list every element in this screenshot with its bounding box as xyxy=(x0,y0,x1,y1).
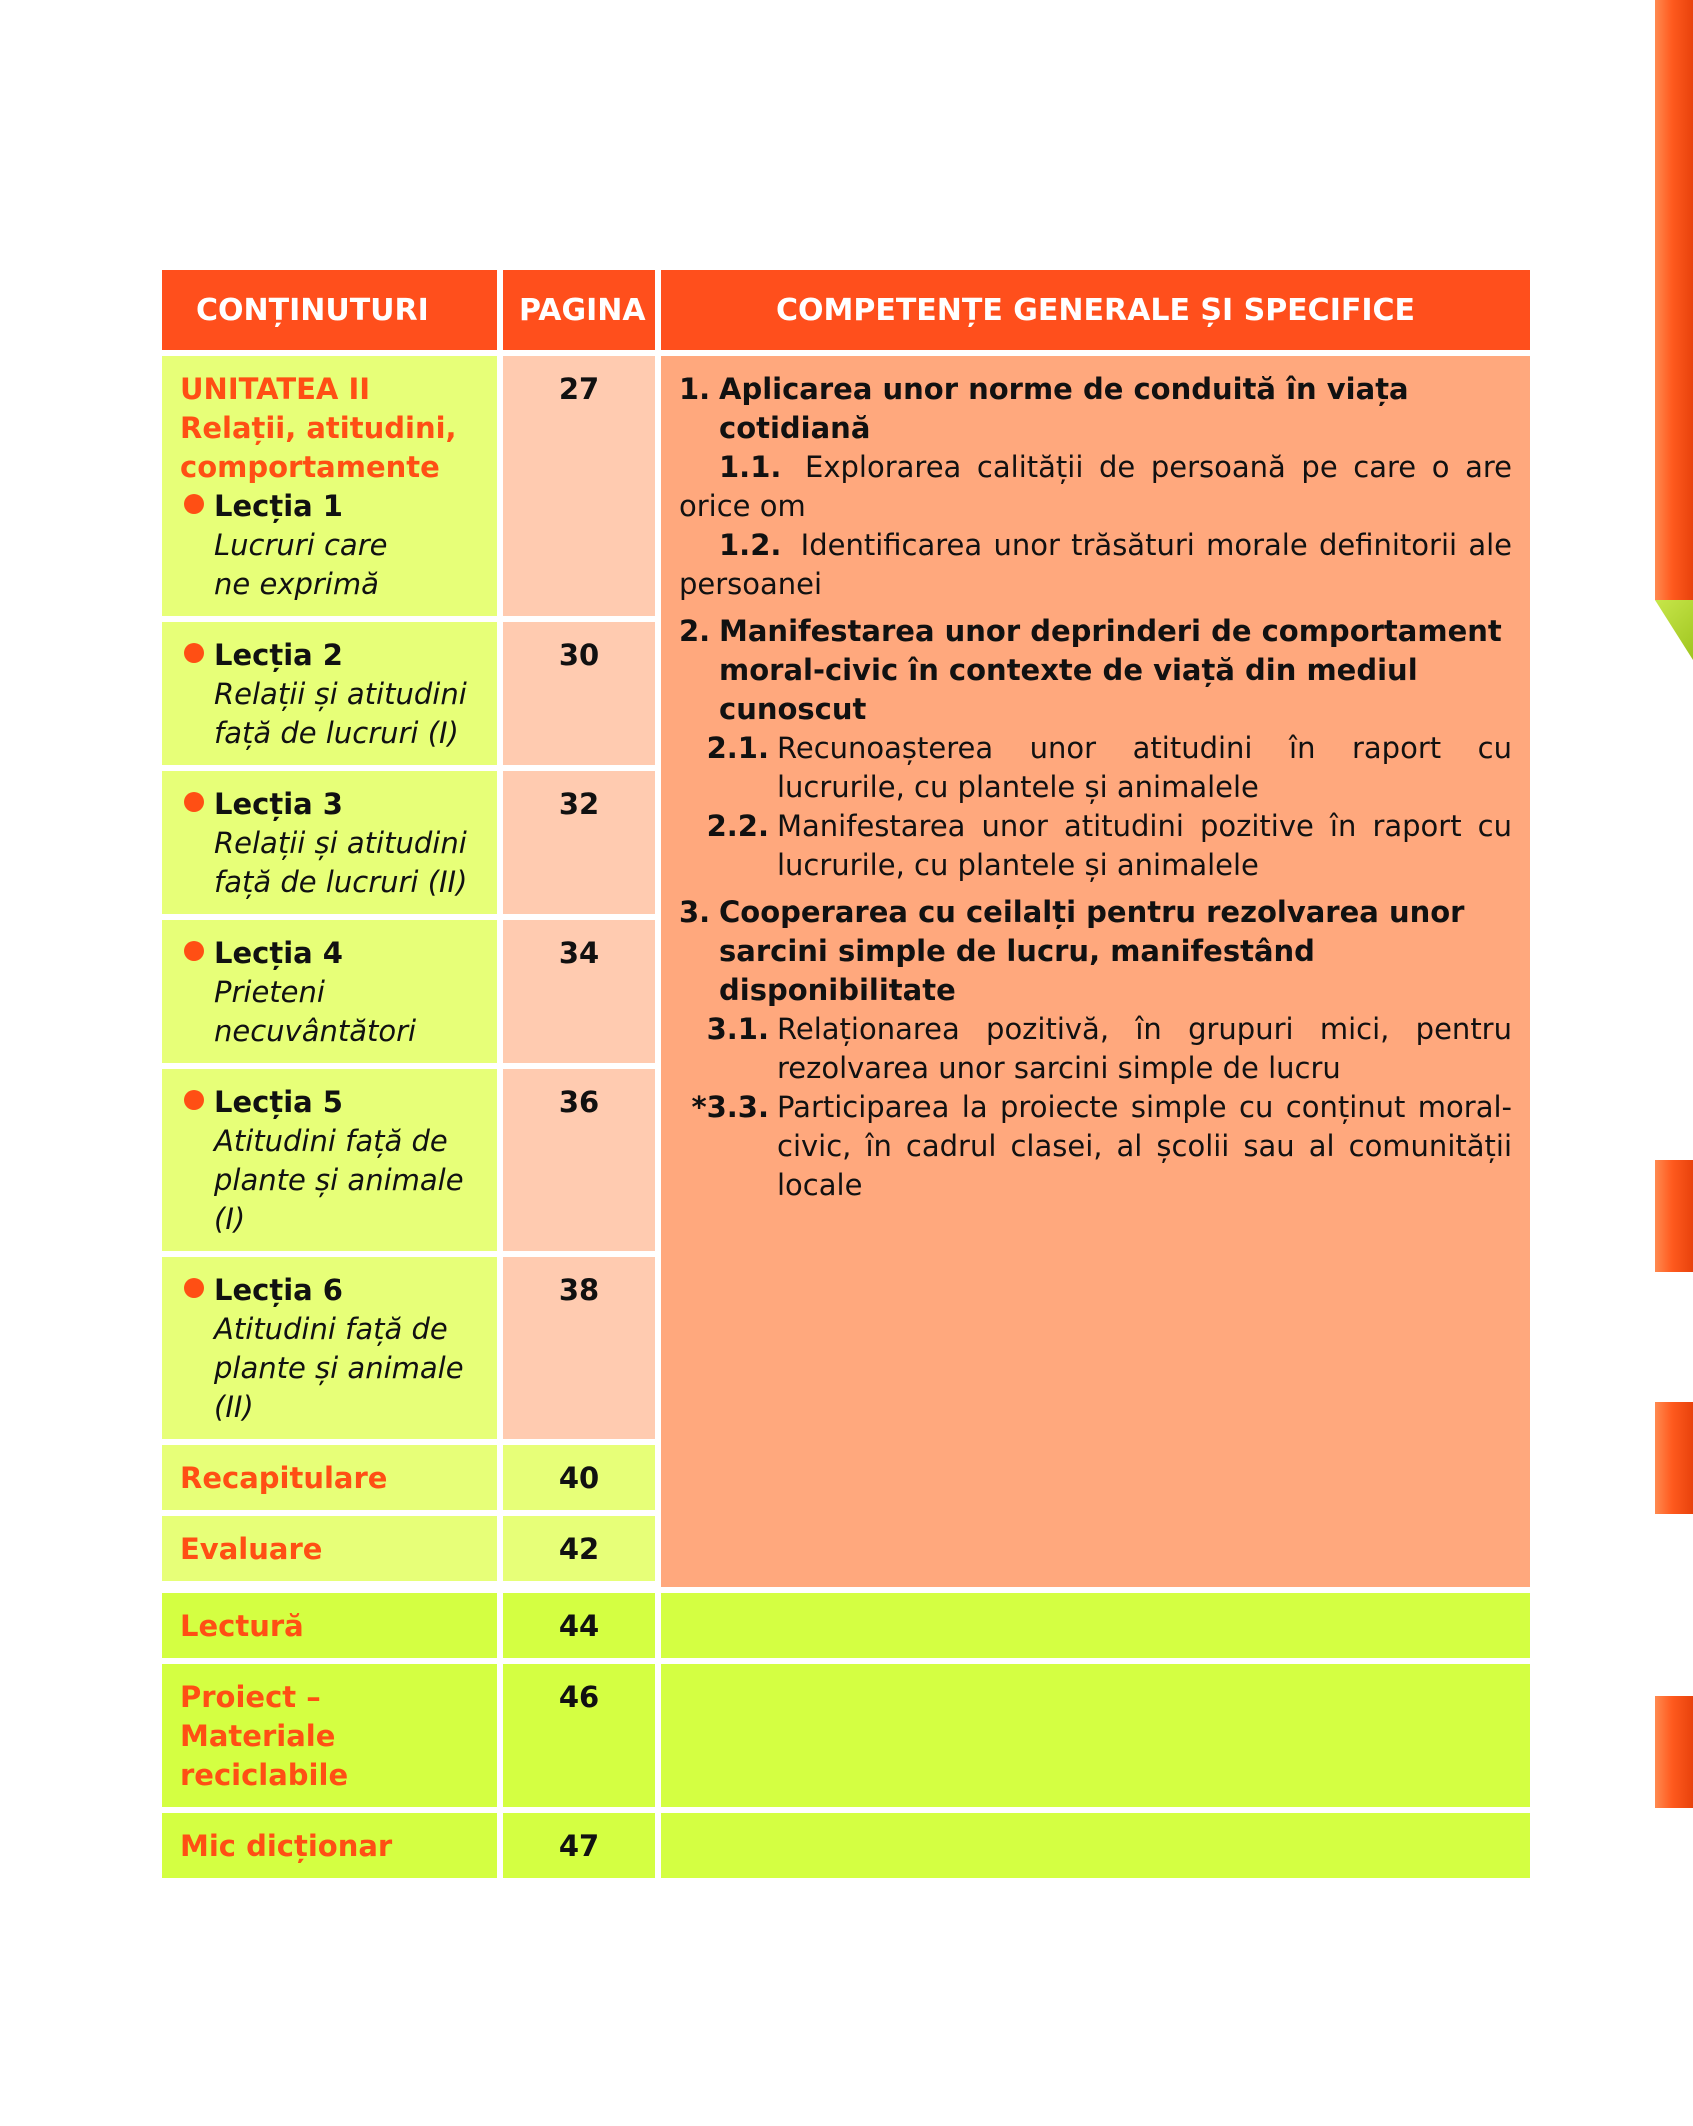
reading-cell xyxy=(162,1593,497,1658)
competence-text: Identificarea unor trăsături morale definitorii ale persoanei xyxy=(679,528,1512,601)
competence-number: 2.2. xyxy=(706,809,769,843)
lesson-subtitle-line2: față de lucruri (II) xyxy=(214,865,468,899)
lesson-cell xyxy=(162,1257,497,1439)
competence-number: *3.3. xyxy=(691,1090,769,1124)
table-row xyxy=(162,1813,1530,1878)
empty-competence-cell xyxy=(661,1664,1530,1807)
page-number: 47 xyxy=(503,1813,655,1878)
lesson-title: Lecția 3 xyxy=(214,787,343,821)
lesson-heading xyxy=(180,636,479,675)
competence-number: 1. xyxy=(679,372,711,406)
lesson-heading xyxy=(180,1271,479,1310)
general-competence-2 xyxy=(679,612,1512,729)
page-number: 38 xyxy=(503,1257,655,1439)
general-competence-3 xyxy=(679,893,1512,1010)
lesson-cell xyxy=(162,622,497,765)
empty-competence-cell xyxy=(661,1593,1530,1658)
competence-text: Manifestarea unor atitudini pozitive în raport cu lucrurile, cu plantele și animalele xyxy=(777,809,1512,882)
page-number: 42 xyxy=(503,1516,655,1581)
lesson-cell xyxy=(162,1069,497,1251)
lesson-subtitle-line2: față de lucruri (I) xyxy=(214,716,459,750)
row-label: Evaluare xyxy=(180,1532,323,1566)
lesson-heading xyxy=(180,785,479,824)
bullet-dot-icon xyxy=(184,494,204,514)
competence-text: Participarea la proiecte simple cu conținut moral-civic, în cadrul clasei, al școlii sau al comunității locale xyxy=(777,1090,1512,1202)
specific-competence-3-3 xyxy=(679,1088,1512,1205)
recap-cell xyxy=(162,1445,497,1510)
competence-number: 2.1. xyxy=(706,731,769,765)
evaluation-cell xyxy=(162,1516,497,1581)
lesson-subtitle-line1: Atitudini față de xyxy=(214,1124,448,1158)
specific-competence-2-2 xyxy=(679,807,1512,885)
empty-competence-cell xyxy=(661,1813,1530,1878)
unit-name-line1: Relații, atitudini, xyxy=(180,411,457,445)
lesson-cell xyxy=(162,771,497,914)
lesson-subtitle-line2: plante și animale (I) xyxy=(214,1163,464,1236)
contents-table xyxy=(156,264,1536,1884)
lesson-title: Lecția 5 xyxy=(214,1085,343,1119)
edge-tab-1 xyxy=(1655,1160,1693,1272)
lesson-title: Lecția 1 xyxy=(214,489,343,523)
competence-text: Cooperarea cu ceilalți pentru rezolvarea unor sarcini simple de lucru, manifestând disponibilitate xyxy=(719,895,1465,1007)
bullet-dot-icon xyxy=(184,941,204,961)
table-row xyxy=(162,1664,1530,1807)
lesson-subtitle-line2: ne exprimă xyxy=(214,567,379,601)
table-row xyxy=(162,356,1530,616)
general-competence-1 xyxy=(679,370,1512,448)
page-number: 40 xyxy=(503,1445,655,1510)
unit-name-line2: comportamente xyxy=(180,450,440,484)
competence-text: Manifestarea unor deprinderi de comportament moral-civic în contexte de viață din mediul cunoscut xyxy=(719,614,1502,726)
unit-title: UNITATEA II xyxy=(180,372,371,406)
page-number: 27 xyxy=(503,356,655,616)
edge-tab-3 xyxy=(1655,1696,1693,1808)
lesson-heading xyxy=(180,1083,479,1122)
header-row xyxy=(162,270,1530,350)
lesson-heading xyxy=(180,934,479,973)
page-number: 30 xyxy=(503,622,655,765)
lesson-heading xyxy=(180,487,479,526)
competence-number: 1.2. xyxy=(719,528,782,562)
lesson-subtitle-line1: Atitudini față de xyxy=(214,1312,448,1346)
page-number: 32 xyxy=(503,771,655,914)
competence-number: 2. xyxy=(679,614,711,648)
specific-competence-1-1 xyxy=(679,448,1512,526)
page-number: 36 xyxy=(503,1069,655,1251)
specific-competence-3-1 xyxy=(679,1010,1512,1088)
competence-text: Recunoașterea unor atitudini în raport cu lucrurile, cu plantele și animalele xyxy=(777,731,1512,804)
competence-number: 1.1. xyxy=(719,450,782,484)
table-row xyxy=(162,1593,1530,1658)
edge-decoration-top xyxy=(1655,0,1693,600)
page-number: 34 xyxy=(503,920,655,1063)
specific-competence-1-2 xyxy=(679,526,1512,604)
row-label-line2: Materiale reciclabile xyxy=(180,1719,349,1792)
bullet-dot-icon xyxy=(184,1278,204,1298)
bullet-dot-icon xyxy=(184,792,204,812)
row-label-line1: Proiect – xyxy=(180,1680,321,1714)
page-number: 44 xyxy=(503,1593,655,1658)
edge-decoration-triangle xyxy=(1655,600,1693,660)
lesson-subtitle-line1: Relații și atitudini xyxy=(214,677,467,711)
lesson-subtitle-line2: necuvântători xyxy=(214,1014,417,1048)
row-label: Recapitulare xyxy=(180,1461,388,1495)
unit-cell xyxy=(162,356,497,616)
specific-competence-2-1 xyxy=(679,729,1512,807)
header-page: PAGINA xyxy=(503,270,655,350)
competence-number: 3. xyxy=(679,895,711,929)
header-competences: COMPETENȚE GENERALE ȘI SPECIFICE xyxy=(661,270,1530,350)
row-label: Lectură xyxy=(180,1609,304,1643)
competence-text: Aplicarea unor norme de conduită în viața cotidiană xyxy=(719,372,1409,445)
lesson-title: Lecția 4 xyxy=(214,936,343,970)
edge-tab-2 xyxy=(1655,1402,1693,1514)
lesson-subtitle-line1: Lucruri care xyxy=(214,528,388,562)
bullet-dot-icon xyxy=(184,643,204,663)
competences-cell xyxy=(661,356,1530,1587)
page-number: 46 xyxy=(503,1664,655,1807)
lesson-title: Lecția 2 xyxy=(214,638,343,672)
header-contents: CONȚINUTURI xyxy=(162,270,497,350)
dictionary-cell xyxy=(162,1813,497,1878)
lesson-subtitle-line1: Prieteni xyxy=(214,975,325,1009)
lesson-subtitle-line1: Relații și atitudini xyxy=(214,826,467,860)
competence-text: Explorarea calității de persoană pe care o are orice om xyxy=(679,450,1513,523)
project-cell xyxy=(162,1664,497,1807)
bullet-dot-icon xyxy=(184,1090,204,1110)
lesson-cell xyxy=(162,920,497,1063)
lesson-title: Lecția 6 xyxy=(214,1273,343,1307)
competence-number: 3.1. xyxy=(706,1012,769,1046)
competence-text: Relaționarea pozitivă, în grupuri mici, pentru rezolvarea unor sarcini simple de lucru xyxy=(777,1012,1512,1085)
row-label: Mic dicționar xyxy=(180,1829,393,1863)
lesson-subtitle-line2: plante și animale (II) xyxy=(214,1351,464,1424)
